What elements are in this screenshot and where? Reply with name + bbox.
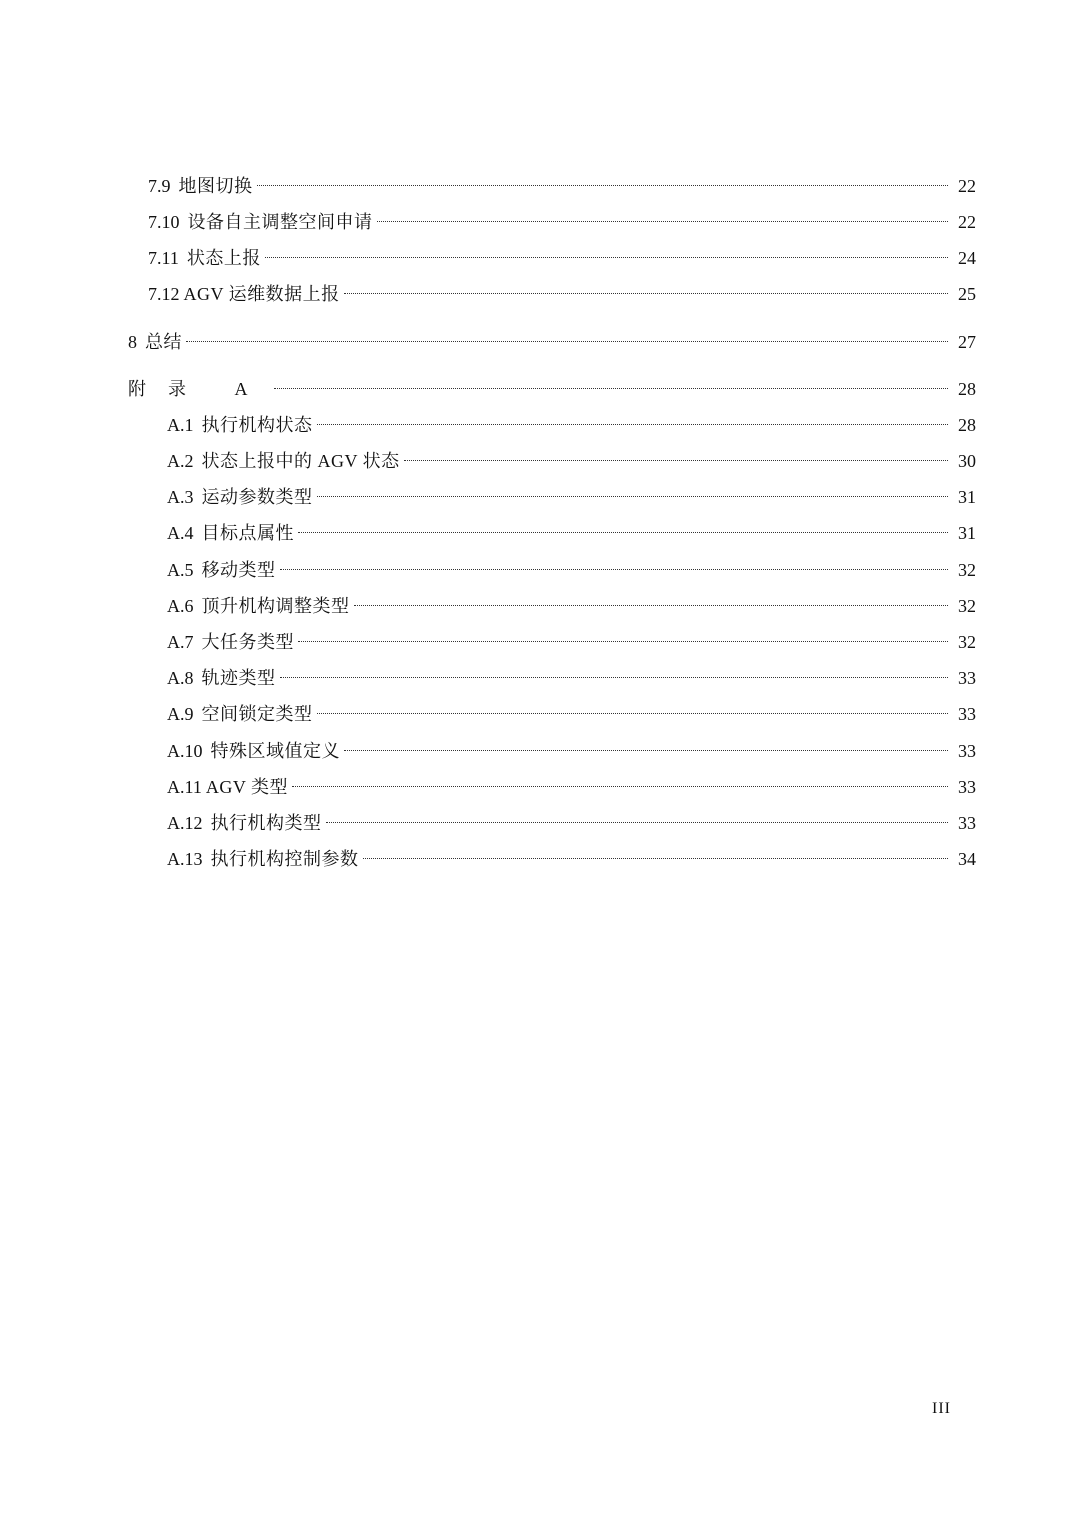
toc-entry[interactable] bbox=[167, 482, 976, 512]
toc-entry-page: 22 bbox=[958, 176, 976, 196]
toc-entry-page: 33 bbox=[958, 777, 976, 797]
toc-entry-page: 32 bbox=[958, 632, 976, 652]
toc-entry-page: 32 bbox=[958, 596, 976, 616]
toc-entry[interactable] bbox=[167, 518, 976, 548]
toc-entry-page: 33 bbox=[958, 704, 976, 724]
toc-entry-number: 7.9 bbox=[148, 176, 171, 196]
toc-entry-page: 25 bbox=[958, 284, 976, 304]
toc-entry-page: 31 bbox=[958, 523, 976, 543]
toc-entry-page: 28 bbox=[958, 415, 976, 435]
toc-entry[interactable] bbox=[167, 844, 976, 874]
toc-entry[interactable] bbox=[148, 207, 976, 237]
toc-entry-title: 附录 A bbox=[128, 379, 270, 399]
toc-leader-dots bbox=[265, 257, 948, 258]
toc-leader-dots bbox=[186, 341, 948, 342]
toc-leader-dots bbox=[317, 424, 949, 425]
toc-entry[interactable] bbox=[148, 279, 976, 309]
toc-leader-dots bbox=[280, 677, 949, 678]
toc-entry-page: 32 bbox=[958, 560, 976, 580]
toc-entry-title: 顶升机构调整类型 bbox=[201, 596, 350, 616]
toc-leader-dots bbox=[326, 822, 949, 823]
toc-entry-number: 7.12 bbox=[148, 284, 180, 304]
toc-entry-title: 执行机构控制参数 bbox=[210, 849, 359, 869]
toc-entry-number: A.12 bbox=[167, 813, 203, 833]
toc-leader-dots bbox=[317, 713, 949, 714]
toc-entry[interactable] bbox=[167, 410, 976, 440]
toc-entry-number: A.13 bbox=[167, 849, 203, 869]
toc-entry-title: 地图切换 bbox=[178, 176, 253, 196]
toc-entry-number: 7.10 bbox=[148, 212, 180, 232]
toc-entry-page: 33 bbox=[958, 813, 976, 833]
toc-leader-dots bbox=[377, 221, 949, 222]
toc-entry-title: AGV 类型 bbox=[205, 777, 289, 797]
toc-entry-number: A.3 bbox=[167, 487, 194, 507]
toc-entry-number: A.2 bbox=[167, 451, 194, 471]
toc-entry[interactable] bbox=[167, 555, 976, 585]
toc-entry[interactable] bbox=[148, 243, 976, 273]
toc-entry-number: A.7 bbox=[167, 632, 194, 652]
toc-entry-title: 状态上报中的 AGV 状态 bbox=[201, 451, 400, 471]
toc-entry-title: 目标点属性 bbox=[201, 523, 294, 543]
toc-leader-dots bbox=[344, 750, 948, 751]
toc-entry-number: A.6 bbox=[167, 596, 194, 616]
toc-entry[interactable] bbox=[167, 627, 976, 657]
toc-entry-number: A.10 bbox=[167, 741, 203, 761]
toc-entry-page: 33 bbox=[958, 668, 976, 688]
toc-entry[interactable] bbox=[167, 736, 976, 766]
toc-leader-dots bbox=[292, 786, 948, 787]
toc-entry[interactable] bbox=[167, 663, 976, 693]
toc-entry-page: 27 bbox=[958, 332, 976, 352]
toc-entry-page: 30 bbox=[958, 451, 976, 471]
toc-entry-number: 8 bbox=[128, 332, 137, 352]
toc-leader-dots bbox=[317, 496, 949, 497]
toc-entry[interactable] bbox=[167, 808, 976, 838]
toc-entry[interactable] bbox=[167, 446, 976, 476]
toc-entry-number: 7.11 bbox=[148, 248, 179, 268]
toc-entry-page: 24 bbox=[958, 248, 976, 268]
toc-leader-dots bbox=[354, 605, 949, 606]
toc-entry-title: 设备自主调整空间申请 bbox=[187, 212, 373, 232]
toc-entry-page: 22 bbox=[958, 212, 976, 232]
toc-entry-title: 大任务类型 bbox=[201, 632, 294, 652]
toc-entry-number: A.5 bbox=[167, 560, 194, 580]
toc-entry-page: 33 bbox=[958, 741, 976, 761]
toc-entry-title: 状态上报 bbox=[186, 248, 261, 268]
toc-entry-page: 28 bbox=[958, 379, 976, 399]
toc-entry[interactable] bbox=[167, 772, 976, 802]
page-number: III bbox=[932, 1400, 951, 1417]
toc-entry[interactable] bbox=[148, 171, 976, 201]
toc-entry-title: 特殊区域值定义 bbox=[210, 741, 340, 761]
toc-leader-dots bbox=[280, 569, 949, 570]
toc-entry-title: 运动参数类型 bbox=[201, 487, 313, 507]
toc-leader-dots bbox=[344, 293, 948, 294]
toc-entry-appendix[interactable] bbox=[128, 374, 976, 404]
toc-entry-page: 31 bbox=[958, 487, 976, 507]
toc-leader-dots bbox=[298, 532, 948, 533]
toc-entry-title: 空间锁定类型 bbox=[201, 704, 313, 724]
toc-entry-number: A.4 bbox=[167, 523, 194, 543]
toc-leader-dots bbox=[257, 185, 949, 186]
toc-entry-number: A.11 bbox=[167, 777, 202, 797]
toc-entry-number: A.9 bbox=[167, 704, 194, 724]
toc-entry-title: 执行机构状态 bbox=[201, 415, 313, 435]
toc-leader-dots bbox=[274, 388, 949, 389]
toc-entry-title: 移动类型 bbox=[201, 560, 276, 580]
toc-entry-title: 轨迹类型 bbox=[201, 668, 276, 688]
toc-entry-title: 执行机构类型 bbox=[210, 813, 322, 833]
toc-leader-dots bbox=[404, 460, 948, 461]
toc-entry-title: 总结 bbox=[145, 332, 182, 352]
toc-entry-page: 34 bbox=[958, 849, 976, 869]
toc-entry[interactable] bbox=[167, 591, 976, 621]
toc-entry[interactable] bbox=[167, 699, 976, 729]
toc-leader-dots bbox=[363, 858, 949, 859]
toc-entry-number: A.1 bbox=[167, 415, 194, 435]
toc-entry[interactable] bbox=[128, 327, 976, 357]
toc-leader-dots bbox=[298, 641, 948, 642]
toc-entry-number: A.8 bbox=[167, 668, 194, 688]
toc-entry-title: AGV 运维数据上报 bbox=[183, 284, 340, 304]
